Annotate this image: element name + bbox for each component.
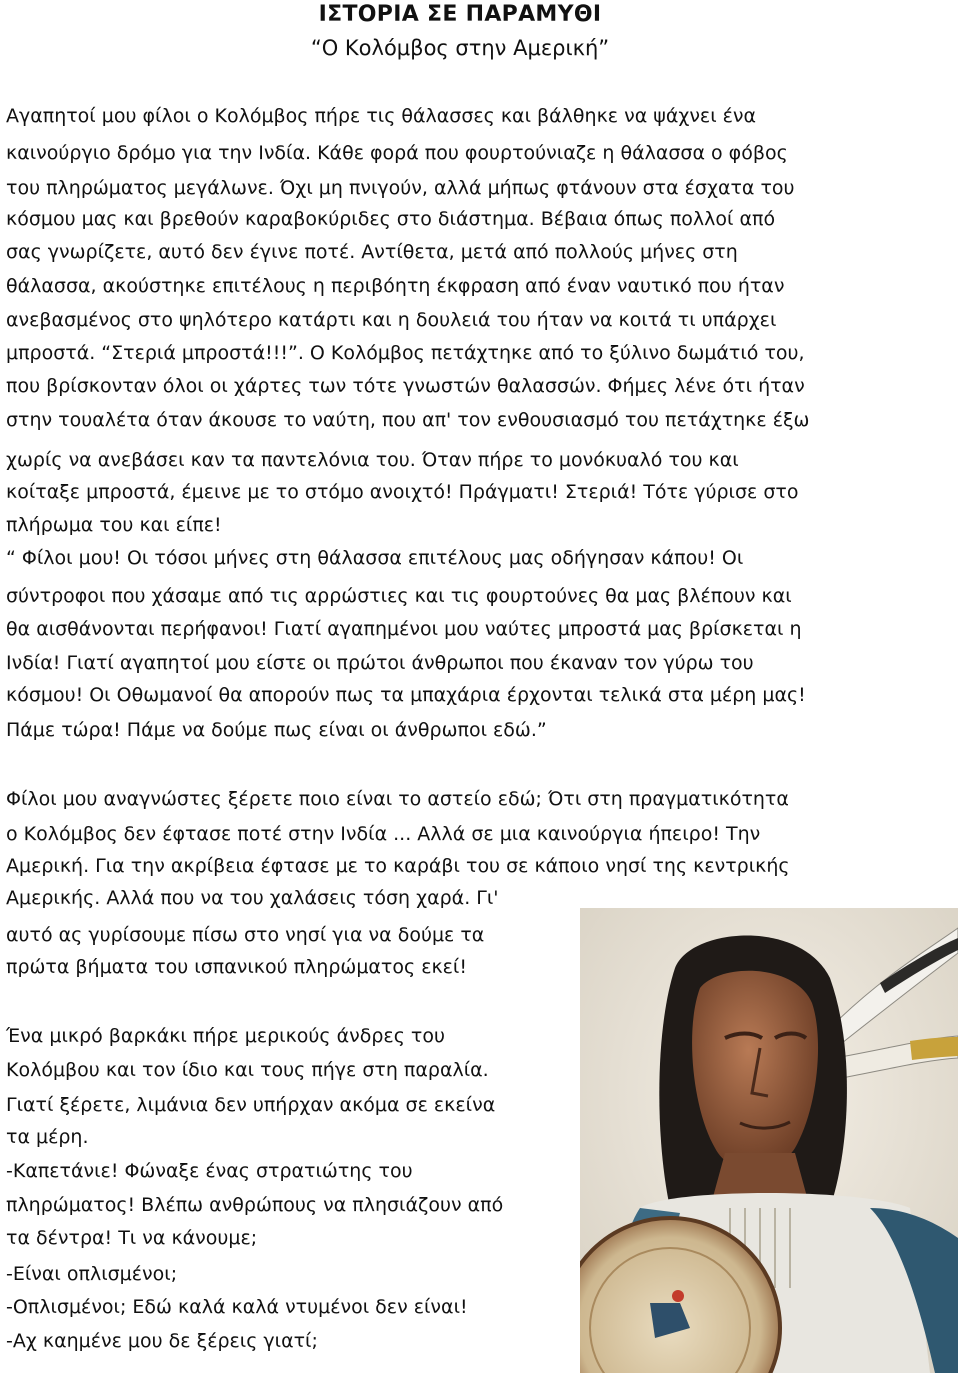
text-line: “ Φίλοι μου! Οι τόσοι μήνες στη θάλασσα επιτέλους μας οδήγησαν κάπου! Οι bbox=[6, 547, 744, 569]
text-line: -Είναι οπλισμένοι; bbox=[6, 1263, 178, 1285]
text-line: κοίταξε μπροστά, έμεινε με το στόμο ανοιχτό! Πράγματι! Στεριά! Τότε γύρισε στο bbox=[6, 481, 799, 503]
text-line: Κολόμβου και τον ίδιο και τους πήγε στη παραλία. bbox=[6, 1059, 489, 1081]
text-line: σας γνωρίζετε, αυτό δεν έγινε ποτέ. Αντίθετα, μετά από πολλούς μήνες στη bbox=[6, 241, 738, 263]
text-line: θάλασσα, ακούστηκε επιτέλους η περιβόητη έκφραση από έναν ναυτικό που ήταν bbox=[6, 275, 785, 297]
text-line: καινούργιο δρόμο για την Ινδία. Κάθε φορά που φουρτούνιαζε η θάλασσα ο φόβος bbox=[6, 142, 788, 164]
text-line: χωρίς να ανεβάσει καν τα παντελόνια του. Όταν πήρε το μονόκυαλό του και bbox=[6, 449, 739, 471]
text-line: πληρώματος! Βλέπω ανθρώπους να πλησιάζουν από bbox=[6, 1194, 504, 1216]
text-line: του πληρώματος μεγάλωνε. Όχι μη πνιγούν, αλλά μήπως φτάνουν στα έσχατα του bbox=[6, 177, 795, 199]
text-line: Αγαπητοί μου φίλοι ο Κολόμβος πήρε τις θάλασσες και βάλθηκε να ψάχνει ένα bbox=[6, 105, 757, 127]
text-line: Πάμε τώρα! Πάμε να δούμε πως είναι οι άνθρωποι εδώ.” bbox=[6, 719, 547, 741]
text-line: στην τουαλέτα όταν άκουσε το ναύτη, που απ' τον ενθουσιασμό του πετάχτηκε έξω bbox=[6, 409, 810, 431]
text-line: αυτό ας γυρίσουμε πίσω στο νησί για να δούμε τα bbox=[6, 924, 485, 946]
text-line: Αμερική. Για την ακρίβεια έφτασε με το καράβι του σε κάποιο νησί της κεντρικής bbox=[6, 855, 790, 877]
document-subtitle: “Ο Κολόμβος στην Αμερική” bbox=[310, 36, 610, 60]
text-line: κόσμου! Οι Οθωμανοί θα απορούν πως τα μπαχάρια έρχονται τελικά στα μέρη μας! bbox=[6, 684, 806, 706]
text-line: Γιατί ξέρετε, λιμάνια δεν υπήρχαν ακόμα σε εκείνα bbox=[6, 1094, 496, 1116]
text-line: θα αισθάνονται περήφανοι! Γιατί αγαπημένοι μου ναύτες μπροστά μας βρίσκεται η bbox=[6, 618, 802, 640]
document-title: ΙΣΤΟΡΙΑ ΣΕ ΠΑΡΑΜΥΘΙ bbox=[318, 2, 602, 27]
text-line: -Καπετάνιε! Φώναξε ένας στρατιώτης του bbox=[6, 1160, 413, 1182]
text-line: ο Κολόμβος δεν έφτασε ποτέ στην Ινδία ... Αλλά σε μια καινούργια ήπειρο! Την bbox=[6, 823, 761, 845]
text-line: τα μέρη. bbox=[6, 1126, 89, 1148]
text-line: πλήρωμα του και είπε! bbox=[6, 514, 222, 536]
text-line: -Αχ καημένε μου δε ξέρεις γιατί; bbox=[6, 1330, 318, 1352]
text-line: πρώτα βήματα του ισπανικού πληρώματος εκεί! bbox=[6, 956, 467, 978]
text-line: σύντροφοι που χάσαμε από τις αρρώστιες και τις φουρτούνες θα μας βλέπουν και bbox=[6, 585, 792, 607]
text-line: που βρίσκονταν όλοι οι χάρτες των τότε γνωστών θαλασσών. Φήμες λένε ότι ήταν bbox=[6, 375, 805, 397]
text-line: -Οπλισμένοι; Εδώ καλά καλά ντυμένοι δεν είναι! bbox=[6, 1296, 468, 1318]
text-line: τα δέντρα! Τι να κάνουμε; bbox=[6, 1227, 258, 1249]
text-line: Ινδία! Γιατί αγαπητοί μου είστε οι πρώτοι άνθρωποι που έκαναν τον γύρω του bbox=[6, 652, 754, 674]
text-line: Ένα μικρό βαρκάκι πήρε μερικούς άνδρες του bbox=[6, 1025, 445, 1047]
text-line: Αμερικής. Αλλά που να του χαλάσεις τόση χαρά. Γι' bbox=[6, 887, 499, 909]
text-line: Φίλοι μου αναγνώστες ξέρετε ποιο είναι το αστείο εδώ; Ότι στη πραγματικότητα bbox=[6, 788, 789, 810]
portrait-image bbox=[580, 908, 958, 1373]
text-line: κόσμου μας και βρεθούν καραβοκύριδες στο διάστημα. Βέβαια όπως πολλοί από bbox=[6, 208, 776, 230]
text-line: ανεβασμένος στο ψηλότερο κατάρτι και η δουλειά του ήταν να κοιτά τι υπάρχει bbox=[6, 309, 777, 331]
text-line: μπροστά. “Στεριά μπροστά!!!”. Ο Κολόμβος πετάχτηκε από το ξύλινο δωμάτιό του, bbox=[6, 342, 805, 364]
